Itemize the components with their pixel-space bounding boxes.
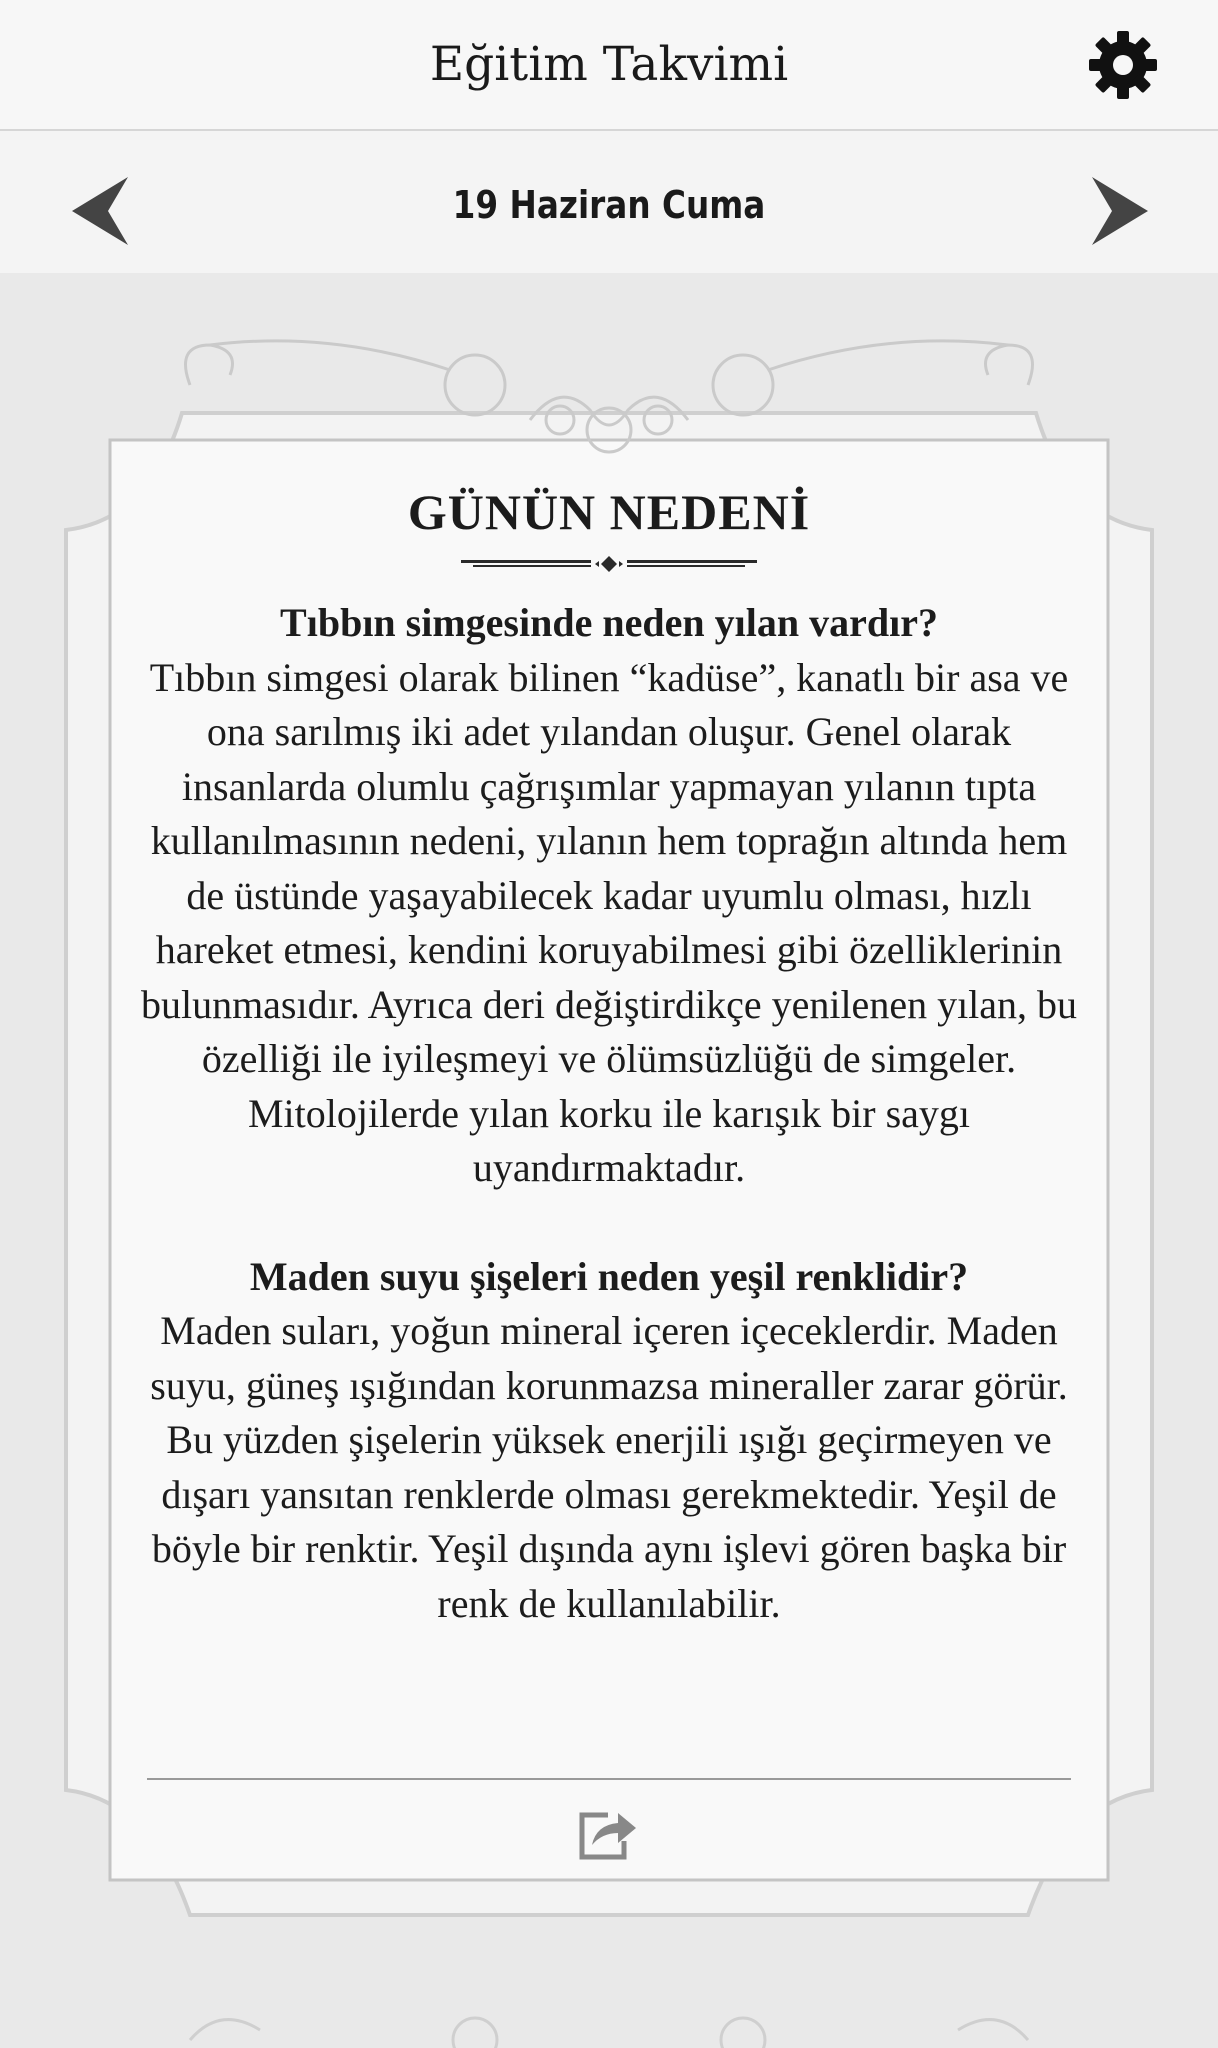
gear-icon[interactable] — [1085, 27, 1161, 103]
date-navigation-bar — [0, 131, 1218, 273]
current-date-label: 19 Haziran Cuma — [452, 183, 766, 227]
top-bar — [0, 0, 1218, 131]
article-answer: Maden suları, yoğun mineral içeren içeceklerdir. Maden suyu, güneş ışığından korunmazsa mineraller zarar görür. Bu yüzden şişelerin yüksek enerjili ışığı geçirmeyen ve dışarı yansıtan renklerde olması gerekmektedir. Yeşil de böyle bir renktir. Yeşil dışında aynı işlevi gören başka bir renk de kullanılabilir. — [150, 1308, 1068, 1626]
reason-card — [140, 480, 1078, 1631]
app-title: Eğitim Takvimi — [429, 37, 789, 92]
article-2 — [140, 1250, 1078, 1632]
card-footer-divider — [147, 1778, 1071, 1780]
share-icon[interactable] — [578, 1805, 640, 1861]
card-heading: GÜNÜN NEDENİ — [407, 484, 811, 540]
heading-divider — [459, 552, 759, 576]
article-answer: Tıbbın simgesi olarak bilinen “kadüse”, kanatlı bir asa ve ona sarılmış iki adet yılandan oluşur. Genel olarak insanlarda olumlu çağrışımlar yapmayan yılanın tıpta kullanılmasının nedeni, yılanın hem toprağın altında hem de üstünde yaşayabilecek kadar uyumlu olması, hızlı hareket etmesi, kendini koruyabilmesi gibi özelliklerinin bulunmasıdır. Ayrıca deri değiştirdikçe yenilenen yılan, bu özelliği ile iyileşmeyi ve ölümsüzlüğü de simgeler. Mitolojilerde yılan korku ile karışık bir saygı uyandırmaktadır. — [140, 654, 1078, 1190]
article-1 — [140, 596, 1078, 1196]
article-question: Tıbbın simgesinde neden yılan vardır? — [280, 600, 938, 645]
arrow-right-icon[interactable] — [1082, 171, 1152, 251]
article-question: Maden suyu şişeleri neden yeşil renklidir? — [249, 1253, 969, 1299]
